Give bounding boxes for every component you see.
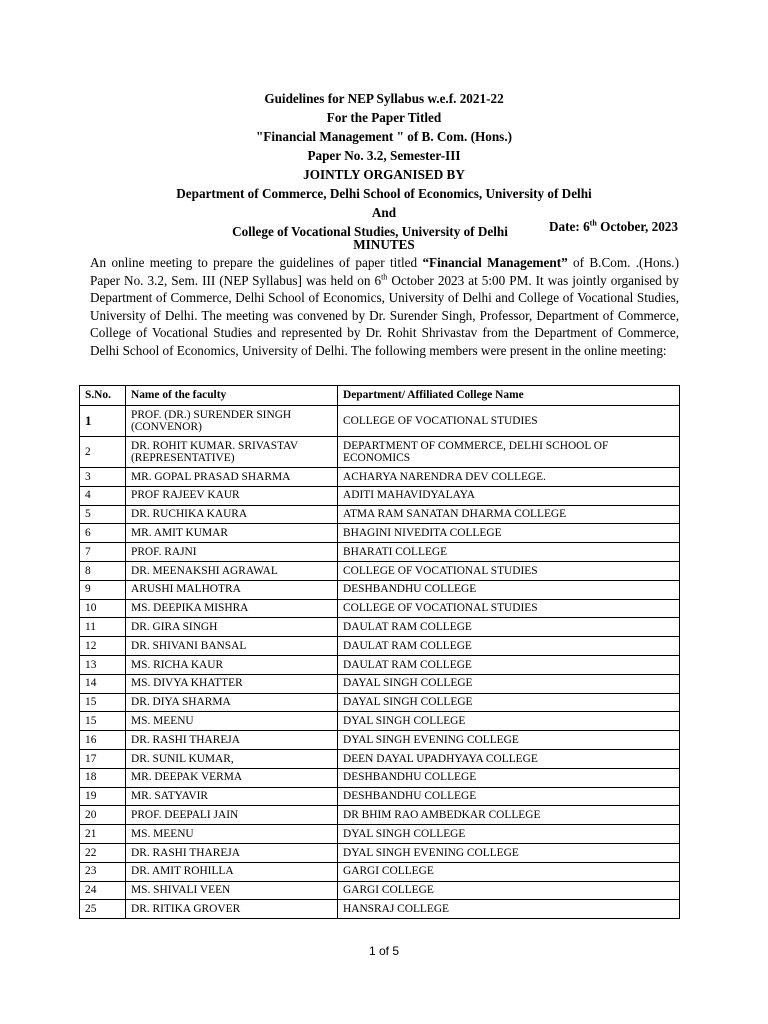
cell-faculty-name: MR. SATYAVIR xyxy=(126,787,338,806)
cell-sno: 9 xyxy=(80,580,126,599)
cell-sno: 21 xyxy=(80,825,126,844)
table-row xyxy=(80,486,680,505)
cell-sno: 25 xyxy=(80,900,126,919)
table-row xyxy=(80,637,680,656)
table-row xyxy=(80,599,680,618)
cell-college: BHAGINI NIVEDITA COLLEGE xyxy=(338,524,680,543)
meeting-date xyxy=(549,219,678,235)
table-row xyxy=(80,580,680,599)
minutes-heading: MINUTES xyxy=(353,237,415,252)
cell-sno: 2 xyxy=(80,437,126,468)
cell-college: DR BHIM RAO AMBEDKAR COLLEGE xyxy=(338,806,680,825)
date-prefix: Date: 6 xyxy=(549,219,590,234)
cell-sno: 10 xyxy=(80,599,126,618)
cell-sno: 11 xyxy=(80,618,126,637)
cell-sno: 6 xyxy=(80,524,126,543)
table-row xyxy=(80,618,680,637)
cell-sno: 15 xyxy=(80,693,126,712)
cell-faculty-name: PROF RAJEEV KAUR xyxy=(126,486,338,505)
table-row xyxy=(80,768,680,787)
cell-college: COLLEGE OF VOCATIONAL STUDIES xyxy=(338,406,680,437)
table-row xyxy=(80,862,680,881)
cell-college: DAULAT RAM COLLEGE xyxy=(338,655,680,674)
cell-faculty-name: ARUSHI MALHOTRA xyxy=(126,580,338,599)
cell-faculty-name: PROF. (DR.) SURENDER SINGH (CONVENOR) xyxy=(126,406,338,437)
title-organiser-2: College of Vocational Studies, University of Delhi xyxy=(232,224,508,239)
cell-college: HANSRAJ COLLEGE xyxy=(338,900,680,919)
title-paper-name: "Financial Management " of B. Com. (Hons.) xyxy=(255,129,513,144)
cell-faculty-name: MR. AMIT KUMAR xyxy=(126,524,338,543)
cell-faculty-name: DR. RUCHIKA KAURA xyxy=(126,505,338,524)
table-row xyxy=(80,900,680,919)
cell-college: DYAL SINGH EVENING COLLEGE xyxy=(338,843,680,862)
date-sup: th xyxy=(589,218,597,228)
cell-faculty-name: MR. GOPAL PRASAD SHARMA xyxy=(126,468,338,487)
header-sno: S.No. xyxy=(80,386,126,406)
para-paper-title: “Financial Management” xyxy=(422,255,568,270)
cell-college: DAULAT RAM COLLEGE xyxy=(338,637,680,656)
table-row xyxy=(80,806,680,825)
table-row xyxy=(80,406,680,437)
cell-sno: 23 xyxy=(80,862,126,881)
cell-faculty-name: MS. SHIVALI VEEN xyxy=(126,881,338,900)
title-paper-number: Paper No. 3.2, Semester-III xyxy=(307,148,461,163)
cell-sno: 5 xyxy=(80,505,126,524)
cell-sno: 13 xyxy=(80,655,126,674)
table-row xyxy=(80,787,680,806)
table-row xyxy=(80,712,680,731)
cell-college: DYAL SINGH EVENING COLLEGE xyxy=(338,731,680,750)
cell-faculty-name: MR. DEEPAK VERMA xyxy=(126,768,338,787)
cell-faculty-name: DR. SUNIL KUMAR, xyxy=(126,749,338,768)
cell-faculty-name: DR. RASHI THAREJA xyxy=(126,731,338,750)
cell-sno: 14 xyxy=(80,674,126,693)
cell-faculty-name: DR. GIRA SINGH xyxy=(126,618,338,637)
cell-college: GARGI COLLEGE xyxy=(338,862,680,881)
cell-sno: 19 xyxy=(80,787,126,806)
table-row xyxy=(80,843,680,862)
title-paper-titled: For the Paper Titled xyxy=(326,110,442,125)
cell-faculty-name: DR. DIYA SHARMA xyxy=(126,693,338,712)
members-table xyxy=(79,385,680,919)
table-row xyxy=(80,468,680,487)
cell-college: DEEN DAYAL UPADHYAYA COLLEGE xyxy=(338,749,680,768)
table-row xyxy=(80,543,680,562)
cell-faculty-name: MS. MEENU xyxy=(126,712,338,731)
title-organiser-1: Department of Commerce, Delhi School of Economics, University of Delhi xyxy=(176,186,592,201)
cell-sno: 4 xyxy=(80,486,126,505)
title-jointly-organised: JOINTLY ORGANISED BY xyxy=(303,167,465,182)
table-row xyxy=(80,825,680,844)
cell-college: ADITI MAHAVIDYALAYA xyxy=(338,486,680,505)
cell-college: COLLEGE OF VOCATIONAL STUDIES xyxy=(338,599,680,618)
header-college: Department/ Affiliated College Name xyxy=(338,386,680,406)
cell-college: ATMA RAM SANATAN DHARMA COLLEGE xyxy=(338,505,680,524)
cell-faculty-name: DR. RITIKA GROVER xyxy=(126,900,338,919)
table-row xyxy=(80,524,680,543)
date-suffix: October, 2023 xyxy=(596,219,678,234)
page-number: 1 of 5 xyxy=(368,944,400,958)
cell-college: GARGI COLLEGE xyxy=(338,881,680,900)
cell-faculty-name: MS. DEEPIKA MISHRA xyxy=(126,599,338,618)
para-part-1: An online meeting to prepare the guidelines of paper titled xyxy=(90,255,423,270)
cell-faculty-name: DR. ROHIT KUMAR. SRIVASTAV (REPRESENTATIVE) xyxy=(126,437,338,468)
cell-faculty-name: DR. RASHI THAREJA xyxy=(126,843,338,862)
cell-faculty-name: DR. AMIT ROHILLA xyxy=(126,862,338,881)
title-guidelines: Guidelines for NEP Syllabus w.e.f. 2021-22 xyxy=(264,91,504,106)
table-row xyxy=(80,655,680,674)
cell-sno: 18 xyxy=(80,768,126,787)
cell-sno: 1 xyxy=(80,406,126,437)
table-row xyxy=(80,693,680,712)
para-part-2: of B.Com. .(Hons.) Paper No. 3.2, Sem. III (NEP Syllabus] was held on 6 xyxy=(90,255,679,288)
para-sup: th xyxy=(381,272,388,282)
cell-faculty-name: PROF. RAJNI xyxy=(126,543,338,562)
cell-sno: 17 xyxy=(80,749,126,768)
cell-sno: 3 xyxy=(80,468,126,487)
table-row xyxy=(80,674,680,693)
cell-faculty-name: PROF. DEEPALI JAIN xyxy=(126,806,338,825)
cell-sno: 7 xyxy=(80,543,126,562)
cell-college: DAYAL SINGH COLLEGE xyxy=(338,693,680,712)
cell-sno: 15 xyxy=(80,712,126,731)
cell-sno: 24 xyxy=(80,881,126,900)
para-part-3: October 2023 at 5:00 PM. It was jointly organised by Department of Commerce, Delhi School of Economics, University of Delhi and College of Vocational Studies, University of Delhi. The meeting was convened by Dr. Surender Singh, Professor, Department of Commerce, College of Vocational Studies and represented by Dr. Rohit Shrivastav from the Department of Commerce, Delhi School of Economics, University of Delhi. The following members were present in the online meeting: xyxy=(90,272,679,358)
cell-sno: 22 xyxy=(80,843,126,862)
table-row xyxy=(80,437,680,468)
cell-faculty-name: MS. RICHA KAUR xyxy=(126,655,338,674)
cell-college: DAYAL SINGH COLLEGE xyxy=(338,674,680,693)
cell-faculty-name: DR. SHIVANI BANSAL xyxy=(126,637,338,656)
title-and: And xyxy=(371,205,397,220)
table-row xyxy=(80,881,680,900)
table-row xyxy=(80,731,680,750)
cell-sno: 8 xyxy=(80,561,126,580)
cell-sno: 16 xyxy=(80,731,126,750)
cell-faculty-name: MS. DIVYA KHATTER xyxy=(126,674,338,693)
table-header-row xyxy=(80,386,680,406)
cell-sno: 12 xyxy=(80,637,126,656)
cell-college: BHARATI COLLEGE xyxy=(338,543,680,562)
cell-college: ACHARYA NARENDRA DEV COLLEGE. xyxy=(338,468,680,487)
cell-faculty-name: DR. MEENAKSHI AGRAWAL xyxy=(126,561,338,580)
cell-faculty-name: MS. MEENU xyxy=(126,825,338,844)
cell-college: DEPARTMENT OF COMMERCE, DELHI SCHOOL OF ECONOMICS xyxy=(338,437,680,468)
table-row xyxy=(80,749,680,768)
table-row xyxy=(80,561,680,580)
header-faculty-name: Name of the faculty xyxy=(126,386,338,406)
cell-college: DESHBANDHU COLLEGE xyxy=(338,580,680,599)
cell-college: COLLEGE OF VOCATIONAL STUDIES xyxy=(338,561,680,580)
cell-sno: 20 xyxy=(80,806,126,825)
intro-paragraph xyxy=(90,254,679,360)
cell-college: DYAL SINGH COLLEGE xyxy=(338,712,680,731)
table-row xyxy=(80,505,680,524)
cell-college: DESHBANDHU COLLEGE xyxy=(338,768,680,787)
cell-college: DAULAT RAM COLLEGE xyxy=(338,618,680,637)
cell-college: DESHBANDHU COLLEGE xyxy=(338,787,680,806)
cell-college: DYAL SINGH COLLEGE xyxy=(338,825,680,844)
